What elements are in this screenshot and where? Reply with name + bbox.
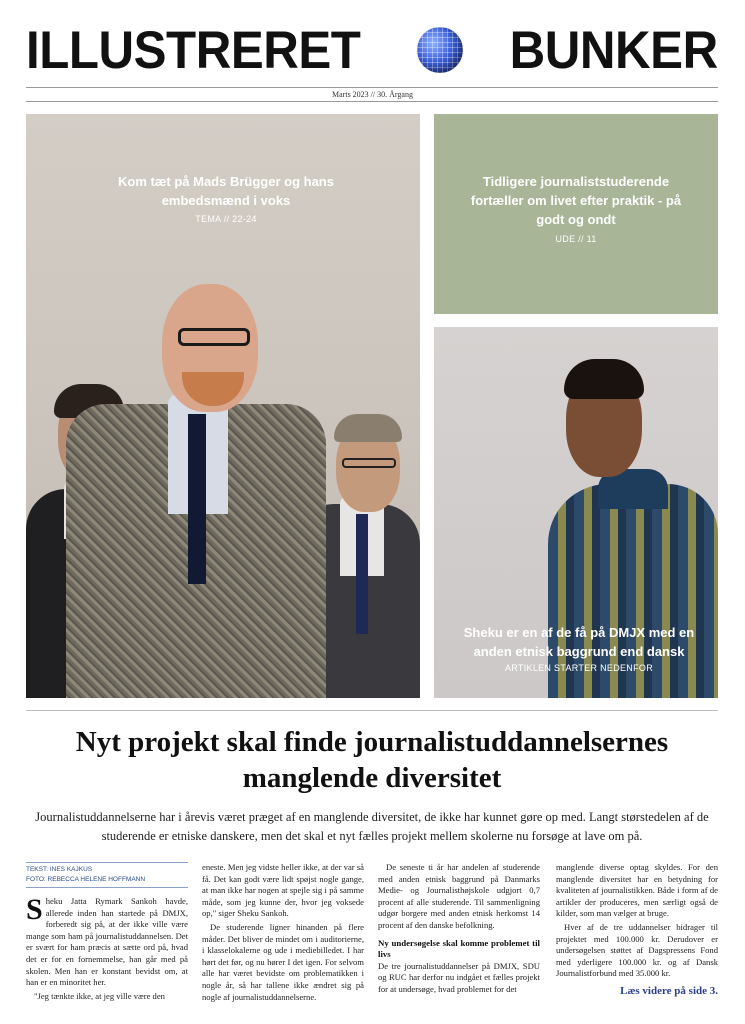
side-feature-headline: Sheku er en af de få på DMJX med en anden etnisk baggrund end dansk [463, 625, 695, 659]
column-1-paragraph-1 [26, 893, 188, 989]
side-feature-photo[interactable] [434, 327, 718, 698]
article-column-4 [556, 862, 718, 982]
drop-cap: S [26, 893, 43, 926]
masthead [26, 20, 718, 80]
column-1-text-1: heku Jatta Rymark Sankoh havde, allerede inden han startede på DMJX, forberedt sig på, at der ikke ville være mange som ham på journalistuddannelsen. Det er svært for ham præcis at sætte ord på, hvad det er for en fornemmelse, han går med på skolen. Men han er konstant bevidst om, at han er en minoritet her. [26, 896, 188, 988]
column-2-paragraph-2: De studerende ligner hinanden på flere måder. Det bliver de mindet om i auditorierne, i klasselokalerne og ude i mediebilledet. I har hørt det før, og nu hører I det igen. For selvom alle har været bevidste om problematikken i nogle år, så har tallene ikke ændret sig på nogle af journalistuddannelserne. [202, 921, 364, 1002]
green-feature-panel[interactable] [434, 114, 718, 314]
credit-photo: FOTO: REBECCA HELENE HOFFMANN [26, 876, 146, 883]
column-3-subhead: Ny undersøgelse skal komme problemet til livs [378, 937, 540, 959]
dateline: Marts 2023 // 30. Årgang [332, 90, 413, 99]
continue-reading-link[interactable]: Læs videre på side 3. [620, 985, 718, 997]
column-2-paragraph-1: eneste. Men jeg vidste heller ikke, at der var så få. Det kan godt være lidt spøjst nogle gange, at man ikke har nogen at spejle sig i på samme måde, som jeg kunne der, hvor jeg voksede op," siger Sheku Sankoh. [202, 862, 364, 919]
section-rule [26, 710, 718, 711]
wax-figure-center [66, 284, 326, 698]
main-feature-photo[interactable] [26, 114, 420, 698]
main-feature-headline: Kom tæt på Mads Brügger og hans embedsmænd i voks [118, 174, 334, 208]
column-1-paragraph-2: "Jeg tænkte ikke, at jeg ville være den [34, 990, 165, 1001]
masthead-title-right: BUNKER [509, 20, 718, 80]
masthead-rule-top [26, 87, 718, 88]
credit-text: TEKST: INES KAJKUS [26, 866, 93, 873]
article-headline: Nyt projekt skal finde journalistuddannelsernes manglende diversitet [75, 726, 669, 794]
column-3-paragraph-1: De seneste ti år har andelen af studerende med anden etnisk baggrund på Danmarks Medie- og Journalisthøjskole udgjort 0,7 procent af alle studerende. Til sammenligning udgør borgere med anden etnisk herkomst 14 procent af den danske befolkning. [378, 862, 540, 930]
masthead-title-left: ILLUSTRERET [26, 20, 361, 80]
main-feature-ref: TEMA // 22-24 [195, 214, 257, 224]
disco-ball-icon [417, 27, 463, 73]
column-4-paragraph-2: Hver af de tre uddannelser bidrager til projektet med 100.000 kr. Derudover er undersøgelsen støttet af Dagspressens Fond med yderligere 100.000 kr. og af Dansk Journalistforbund med 35.000 kr. [556, 921, 718, 979]
column-3-paragraph-2: De tre journalistuddannelser på DMJX, SDU og RUC har derfor nu indgået et fælles projekt for at undersøge, hvad problemet for det [378, 960, 540, 994]
side-feature-ref: ARTIKLEN STARTER NEDENFOR [504, 663, 654, 673]
green-feature-ref: UDE // 11 [555, 234, 597, 244]
article-column-2 [202, 862, 364, 1005]
article-column-1 [26, 862, 188, 1004]
green-feature-headline: Tidligere journaliststuderende fortæller om livet efter praktik - på godt og ondt [470, 174, 682, 227]
byline [26, 862, 188, 888]
masthead-rule-bottom [26, 101, 718, 102]
column-4-paragraph-1: manglende diverse optag skyldes. For den manglende diversitet har en betydning for kvaliteten af journalistikken. Både i form af de artikler der produceres, men særligt også de kilder, som man vælger at bruge. [556, 862, 718, 919]
article-column-3 [378, 862, 540, 997]
article-deck: Journalistuddannelserne har i årevis været præget af en manglende diversitet, de ikke har kunnet gøre op med. Langt størstedelen af de studerende er etniske danskere, men det skal et nyt fælles projekt mellem skolerne nu forsøge at lave om på. [35, 810, 709, 843]
